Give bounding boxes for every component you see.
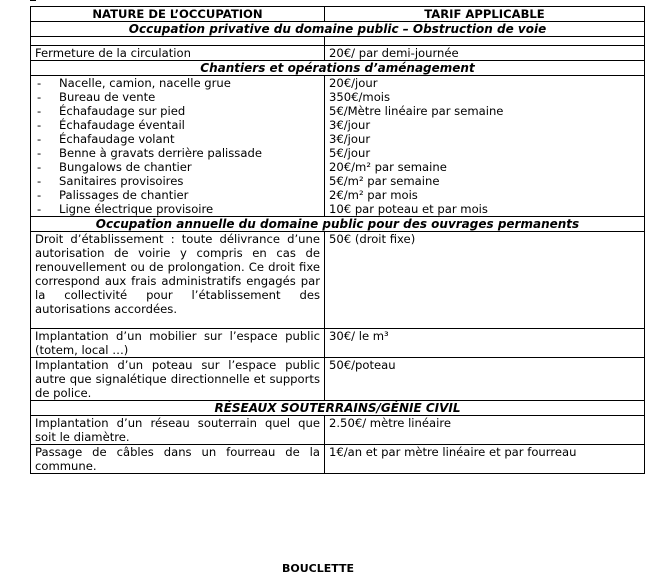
- section-row: [31, 401, 645, 416]
- list-item: - Échafaudage éventail: [35, 118, 320, 132]
- nature-cell: Implantation d’un réseau souterrain quel que soit le diamètre.: [31, 416, 325, 445]
- tarif-cell: 2.50€/ mètre linéaire: [325, 416, 645, 445]
- section-title-chantiers: Chantiers et opérations d’aménagement: [31, 61, 645, 76]
- chantiers-nature-list: [35, 76, 320, 216]
- table-row: [31, 445, 645, 474]
- nature-cell: Droit d’établissement : toute délivrance d’une autorisation de voirie y compris en cas de renouvellement ou de prolongation. Ce droit fixe correspond aux frais administratifs engagés par la collectivité pour l’établissement des autorisations accordées.: [31, 232, 325, 329]
- list-item: - Palissages de chantier: [35, 188, 320, 202]
- table-row: [31, 329, 645, 358]
- list-item: - Benne à gravats derrière palissade: [35, 146, 320, 160]
- section-row: [31, 61, 645, 76]
- list-item: 5€/Mètre linéaire par semaine: [329, 104, 504, 118]
- header-tarif: TARIF APPLICABLE: [325, 7, 645, 22]
- section-title-occupation-privative: Occupation privative du domaine public – Obstruction de voie: [31, 22, 645, 37]
- header-row: [31, 7, 645, 22]
- list-item: 350€/mois: [329, 90, 391, 104]
- table-row: [31, 232, 645, 329]
- list-item: - Bureau de vente: [35, 90, 320, 104]
- table-row: [31, 76, 645, 217]
- list-item: - Nacelle, camion, nacelle grue: [35, 76, 320, 90]
- list-item: - Échafaudage sur pied: [35, 104, 320, 118]
- table-row: [31, 46, 645, 61]
- list-item: - Ligne électrique provisoire: [35, 202, 320, 216]
- tarif-cell: 1€/an et par mètre linéaire et par fourreau: [325, 445, 645, 474]
- section-row: [31, 22, 645, 37]
- list-item: - Échafaudage volant: [35, 132, 320, 146]
- list-item: 20€/jour: [329, 76, 378, 90]
- nature-cell: Implantation d’un poteau sur l’espace public autre que signalétique directionnelle et supports de police.: [31, 358, 325, 401]
- tarif-cell: 30€/ le m³: [325, 329, 645, 358]
- tarif-cell: [325, 76, 645, 217]
- list-item: 5€/jour: [329, 146, 371, 160]
- nature-cell: Passage de câbles dans un fourreau de la commune.: [31, 445, 325, 474]
- table-row: [31, 416, 645, 445]
- spacer-row: [31, 37, 645, 46]
- section-row: [31, 217, 645, 232]
- section-title-reseaux: RÉSEAUX SOUTERRAINS/GÉNIE CIVIL: [31, 401, 645, 416]
- list-item: - Sanitaires provisoires: [35, 174, 320, 188]
- section-title-occupation-annuelle: Occupation annuelle du domaine public pour des ouvrages permanents: [31, 217, 645, 232]
- list-item: 3€/jour: [329, 132, 371, 146]
- tarif-cell: 20€/ par demi-journée: [325, 46, 645, 61]
- page-edge-mark: [30, 0, 36, 1]
- list-item: 20€/m² par semaine: [329, 160, 447, 174]
- tarif-cell: 50€ (droit fixe): [325, 232, 645, 329]
- chantiers-tarif-list: [329, 76, 640, 216]
- list-item: - Bungalows de chantier: [35, 160, 320, 174]
- nature-cell: [31, 76, 325, 217]
- cut-off-heading: [0, 560, 663, 575]
- cut-off-heading-text: BOUCLETTE: [282, 562, 355, 575]
- nature-cell: Fermeture de la circulation: [31, 46, 325, 61]
- header-nature: NATURE DE L’OCCUPATION: [31, 7, 325, 22]
- tarif-cell: 50€/poteau: [325, 358, 645, 401]
- tariff-table: [30, 6, 645, 474]
- list-item: 5€/m² par semaine: [329, 174, 440, 188]
- list-item: 3€/jour: [329, 118, 371, 132]
- list-item: 2€/m² par mois: [329, 188, 418, 202]
- table-row: [31, 358, 645, 401]
- list-item: 10€ par poteau et par mois: [329, 202, 488, 216]
- nature-cell: Implantation d’un mobilier sur l’espace public (totem, local …): [31, 329, 325, 358]
